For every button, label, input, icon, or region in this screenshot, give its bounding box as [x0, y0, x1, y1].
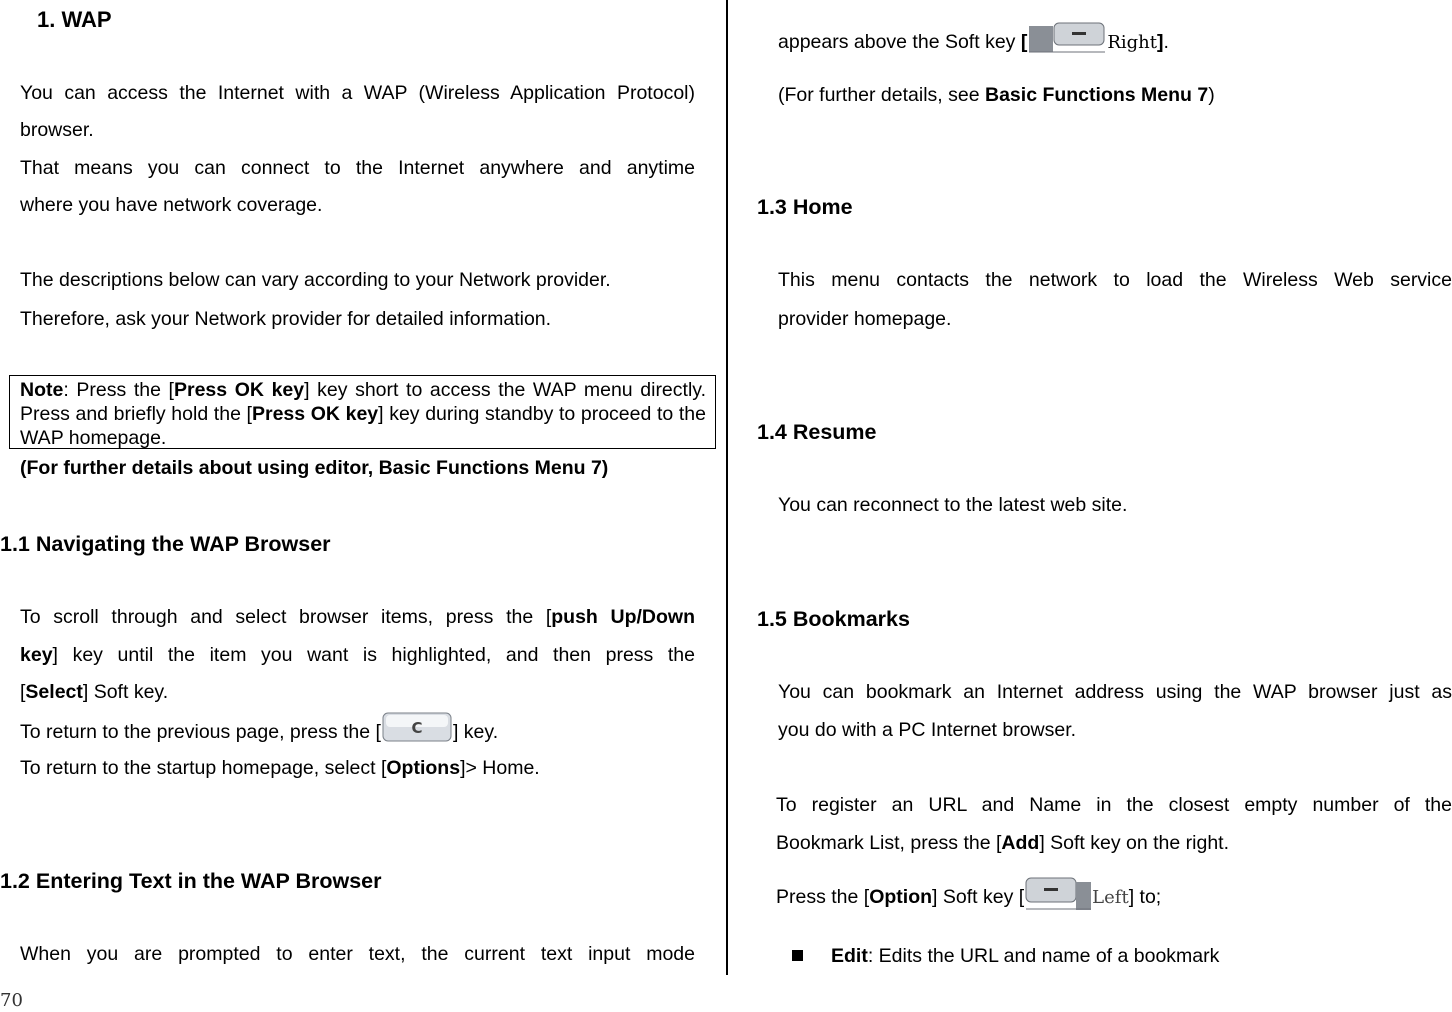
intro-line-4: where you have network coverage.: [20, 194, 323, 216]
intro-line-1: You can access the Internet with a WAP (Wireless Application Protocol): [20, 82, 695, 104]
right-cont-line-2: (For further details, see Basic Functions Menu 7): [778, 84, 1215, 106]
left-softkey-icon: [1025, 877, 1091, 911]
right-softkey-label: Right: [1107, 32, 1157, 53]
heading-1-1: 1.1 Navigating the WAP Browser: [0, 532, 331, 556]
s13-line-2: provider homepage.: [778, 308, 952, 330]
s12-line-1: When you are prompted to enter text, the current text input mode: [20, 943, 695, 965]
svg-text:C: C: [411, 719, 423, 737]
provider-note-1: The descriptions below can vary according to your Network provider.: [20, 269, 611, 291]
heading-1-3: 1.3 Home: [757, 195, 853, 219]
page-title: 1. WAP: [37, 7, 112, 32]
s15-line-1: You can bookmark an Internet address using the WAP browser just as: [778, 681, 1452, 703]
s15-register-line-1: To register an URL and Name in the closest empty number of the: [776, 794, 1452, 816]
bullet-edit: Edit: Edits the URL and name of a bookmark: [792, 942, 1219, 970]
note-key-2: Press OK key: [251, 403, 379, 425]
s11-return-line-1: To return to the previous page, press the [ C ] key.: [20, 712, 498, 749]
note-box: [9, 375, 716, 449]
bullet-square-icon: [792, 950, 803, 961]
intro-line-3: That means you can connect to the Internet anywhere and anytime: [20, 157, 695, 179]
heading-1-2: 1.2 Entering Text in the WAP Browser: [0, 869, 382, 893]
s15-line-2: you do with a PC Internet browser.: [778, 719, 1077, 741]
further-details: (For further details about using editor, Basic Functions Menu 7): [20, 457, 609, 479]
right-cont-line-1: appears above the Soft key [ Right].: [778, 22, 1169, 63]
s15-register-line-2: Bookmark List, press the [Add] Soft key on the right.: [776, 832, 1230, 854]
note-text-2: ] key short to access the WAP menu directly. Press and briefly hold the [: [20, 379, 707, 425]
note-label: Note: [20, 379, 64, 401]
s14-line-1: You can reconnect to the latest web site.: [778, 494, 1128, 516]
heading-1-4: 1.4 Resume: [757, 420, 877, 444]
page-number: 70: [0, 990, 23, 1011]
s11-line-2: key] key until the item you want is highlighted, and then press the: [20, 644, 695, 666]
provider-note-2: Therefore, ask your Network provider for detailed information.: [20, 308, 552, 330]
s11-line-3: [Select] Soft key.: [20, 681, 169, 703]
s15-option-line: Press the [Option] Soft key [ Left] to;: [776, 877, 1161, 918]
s11-line-1: To scroll through and select browser items, press the [push Up/Down: [20, 606, 695, 628]
note-text-3: ] key during standby to proceed to the WAP homepage.: [20, 403, 706, 449]
s11-return-line-2: To return to the startup homepage, select [Options]> Home.: [20, 757, 540, 779]
intro-line-2: browser.: [20, 119, 94, 141]
heading-1-5: 1.5 Bookmarks: [757, 607, 910, 631]
clear-key-icon: [382, 712, 452, 746]
s13-line-1: This menu contacts the network to load the Wireless Web service: [778, 269, 1452, 291]
note-text-1: : Press the [: [63, 379, 174, 401]
right-softkey-icon: [1028, 22, 1106, 56]
column-divider: [726, 0, 728, 975]
note-key-1: Press OK key: [173, 379, 305, 401]
left-softkey-label: Left: [1092, 887, 1129, 908]
